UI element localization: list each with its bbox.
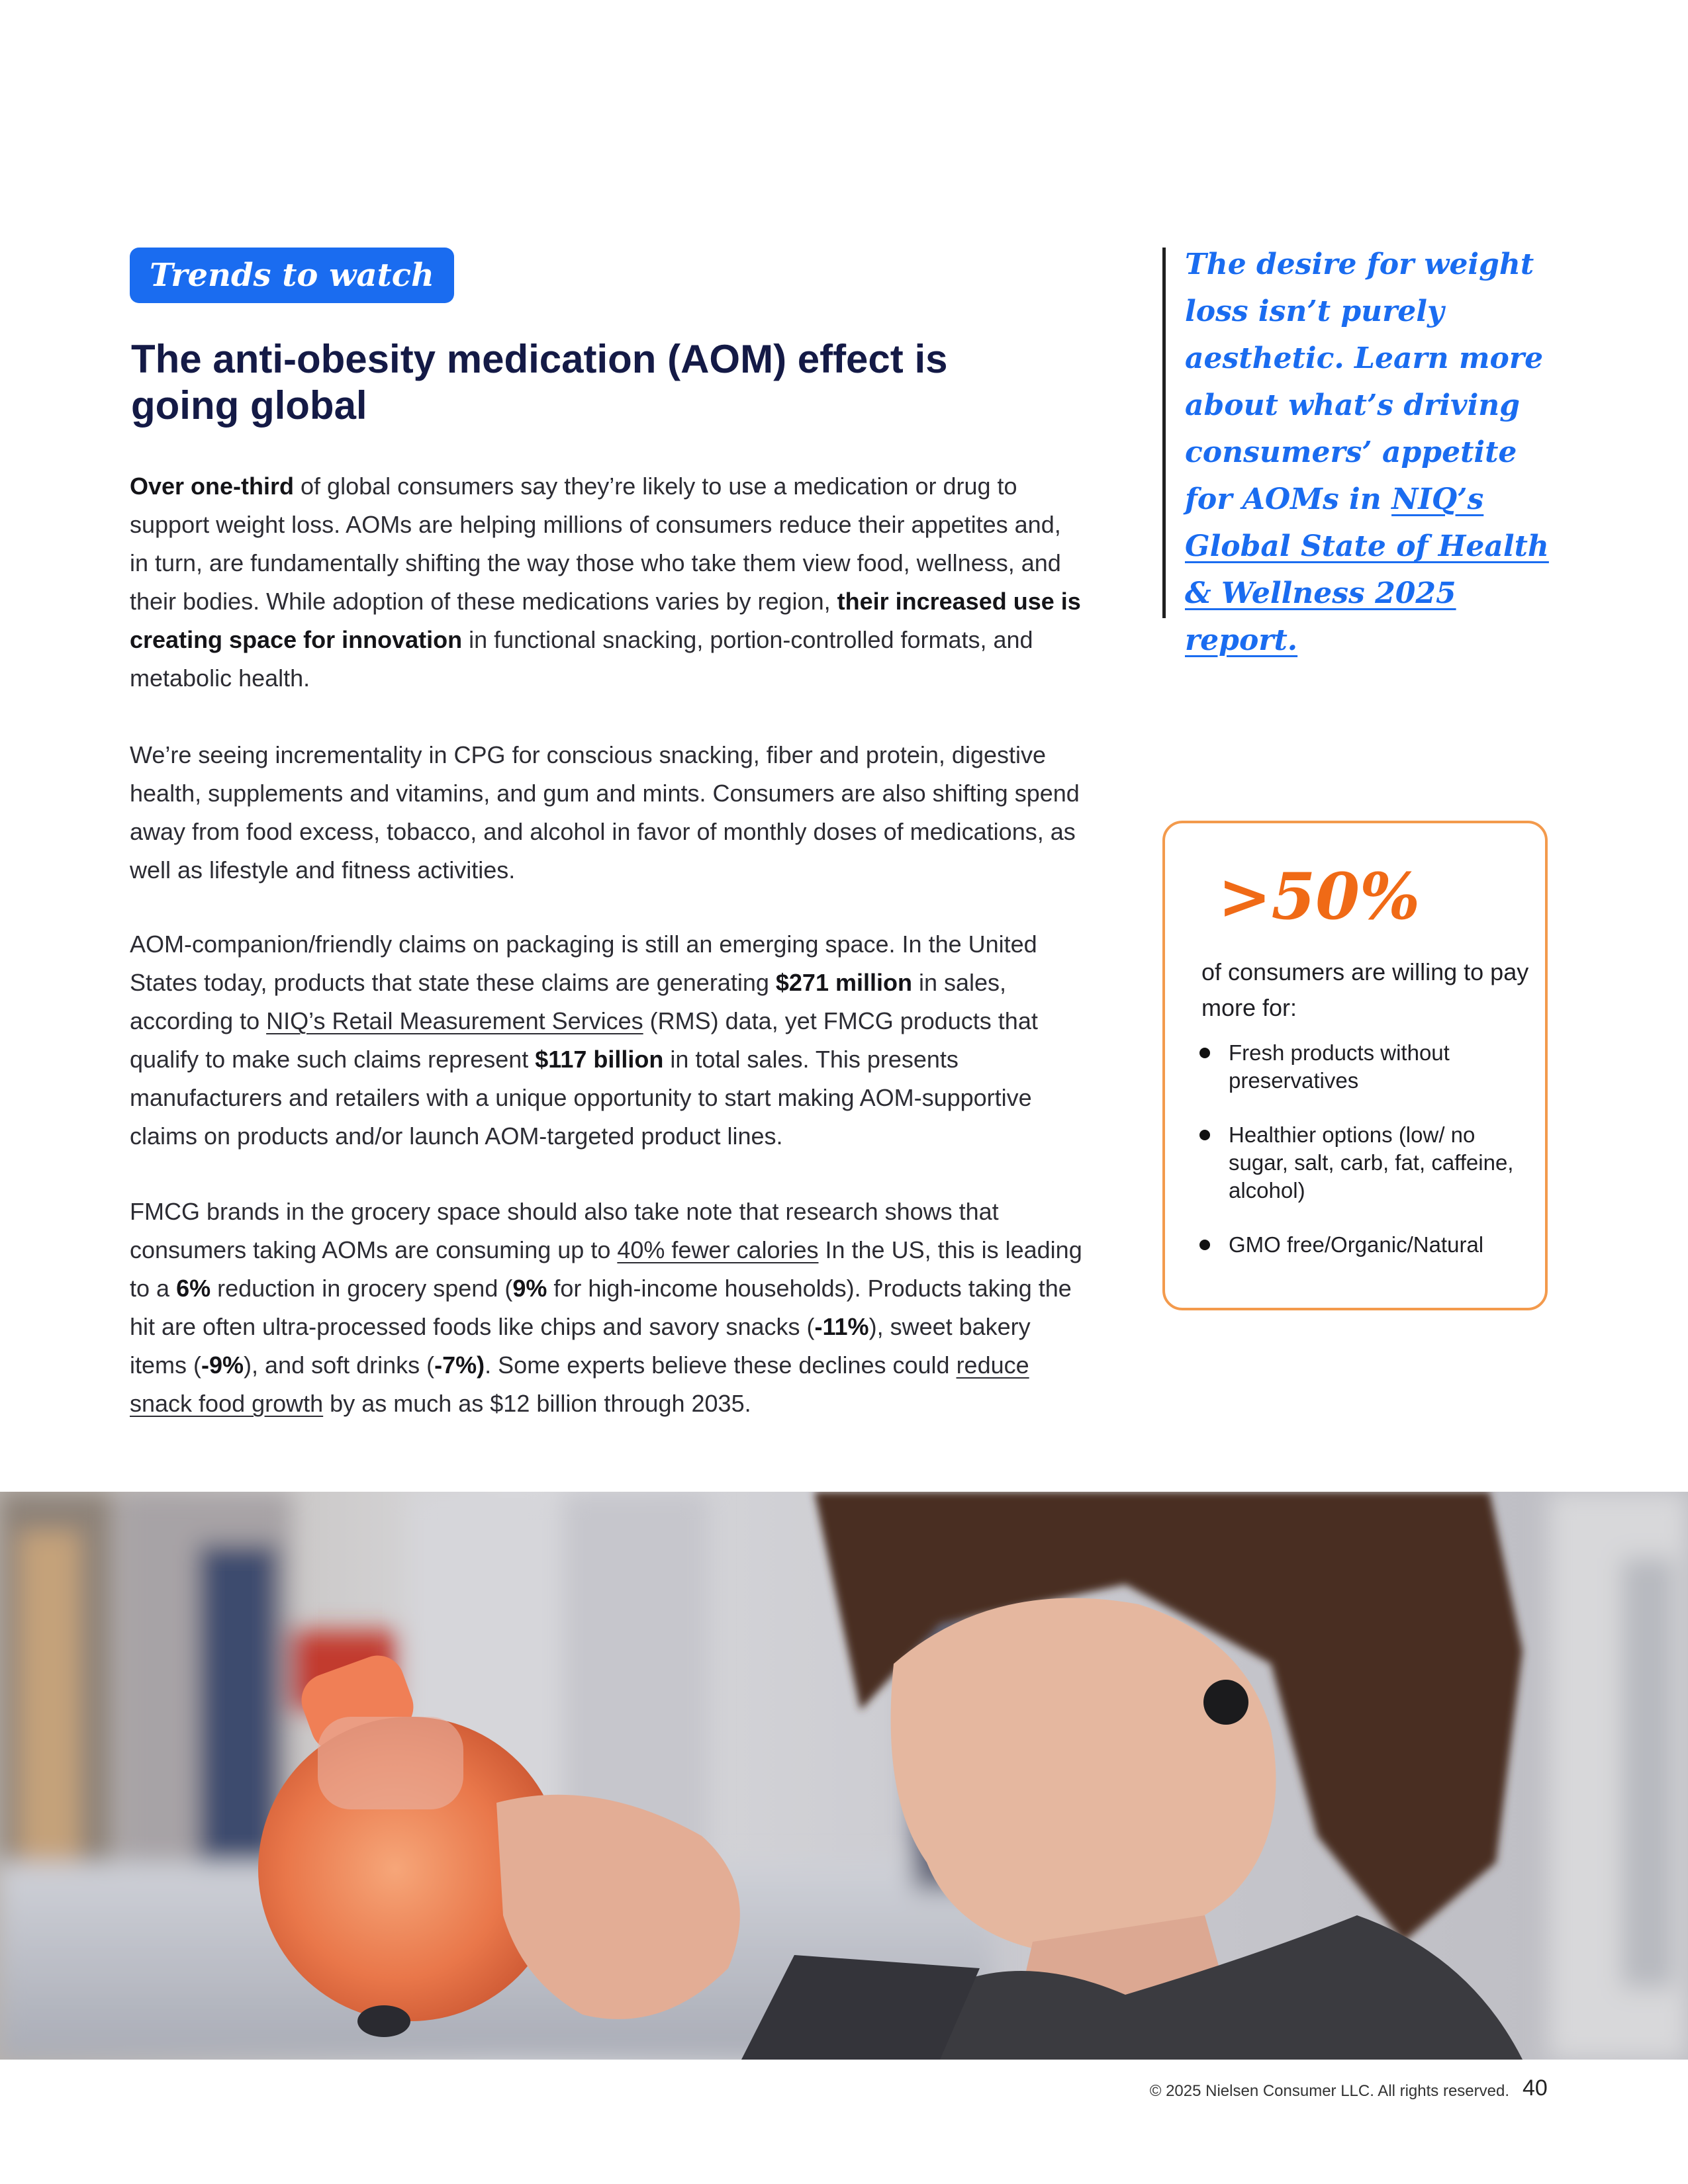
text-run: reduction in grocery spend ( — [211, 1275, 513, 1302]
bold-phrase: $271 million — [775, 969, 912, 996]
text-run: (RMS) data, yet FMCG products that qualify to make such claims represent — [130, 1007, 1038, 1073]
text-run: in total sales. This presents manufacturers and retailers with a unique opportunity to start making AOM-supportive claims on products and/or launch AOM-targeted product lines. — [130, 1046, 1032, 1150]
rms-link[interactable]: NIQ’s Retail Measurement Services — [266, 1007, 643, 1034]
paragraph-3 — [130, 925, 1083, 1156]
bold-phrase: Over one-third — [130, 473, 295, 500]
text-run: . Some experts believe these declines could — [485, 1351, 957, 1379]
bold-phrase: -11% — [814, 1313, 869, 1340]
bold-phrase: -7%) — [434, 1351, 485, 1379]
list-item-text: Healthier options (low/ no sugar, salt, carb, fat, caffeine, alcohol) — [1229, 1122, 1514, 1203]
bold-phrase: their increased use is creating space for innovation — [130, 588, 1081, 653]
bold-phrase: $117 billion — [535, 1046, 664, 1073]
bold-phrase: 9% — [512, 1275, 547, 1302]
text-run: by as much as $12 billion through 2035. — [323, 1390, 751, 1417]
text-run: for high-income households). Products taking the hit are often ultra-processed foods like chips and savory snacks ( — [130, 1275, 1072, 1340]
snack-growth-link[interactable]: reduce snack food growth — [130, 1351, 1029, 1417]
paragraph-4 — [130, 1193, 1083, 1423]
text-run: of global consumers say they’re likely to use a medication or drug to support weight loss. AOMs are helping millions of consumers reduce their appetites and, in turn, are fundamentally shifting the way those who take them view food, wellness, and their bodies. While adoption of these medications varies by region, — [130, 473, 1061, 615]
bullet-icon — [1199, 1048, 1210, 1058]
list-item — [1197, 1121, 1528, 1205]
page-number: 40 — [1523, 2075, 1548, 2101]
list-item-text: Fresh products without preservatives — [1229, 1040, 1450, 1093]
pull-quote — [1185, 241, 1556, 664]
store-aisle-image — [0, 1492, 1688, 2060]
headline-line-1: The anti-obesity medication (AOM) effect is — [131, 337, 948, 381]
hero-photo — [0, 1492, 1688, 2060]
bullet-icon — [1199, 1130, 1210, 1140]
paragraph-1 — [130, 467, 1083, 698]
text-run: in sales, according to — [130, 969, 1007, 1034]
text-run: FMCG brands in the grocery space should also take note that research shows that consumers taking AOMs are consuming up to — [130, 1198, 999, 1263]
bold-phrase: 6% — [176, 1275, 211, 1302]
stat-list — [1197, 1039, 1528, 1285]
headline-line-2: going global — [131, 383, 367, 428]
text-run: ), and soft drinks ( — [244, 1351, 435, 1379]
list-item — [1197, 1231, 1528, 1259]
text-run: In the US, this is leading to a — [130, 1236, 1082, 1302]
text-run: in functional snacking, portion-controlled formats, and metabolic health. — [130, 626, 1033, 692]
copyright-notice: © 2025 Nielsen Consumer LLC. All rights reserved. — [1149, 2082, 1509, 2100]
stat-value: >50% — [1218, 859, 1421, 934]
fewer-calories-link[interactable]: 40% fewer calories — [617, 1236, 819, 1263]
text-run: ), sweet bakery items ( — [130, 1313, 1031, 1379]
quote-text: The desire for weight loss isn’t purely aesthetic. Learn more about what’s driving consumers’ appetite for AOMs in — [1185, 248, 1544, 516]
report-link[interactable]: NIQ’s Global State of Health & Wellness 2025 report. — [1185, 482, 1549, 657]
article-headline — [131, 336, 992, 429]
quote-divider — [1162, 248, 1166, 618]
paragraph-2: We’re seeing incrementality in CPG for conscious snacking, fiber and protein, digestive health, supplements and vitamins, and gum and mints. Consumers are also shifting spend away from food excess, tobacco, and alcohol in favor of monthly doses of medications, as well as lifestyle and fitness activities. — [130, 741, 1080, 884]
list-item-text: GMO free/Organic/Natural — [1229, 1232, 1484, 1257]
bullet-icon — [1199, 1240, 1210, 1250]
bold-phrase: -9% — [201, 1351, 244, 1379]
stat-description: of consumers are willing to pay more for: — [1201, 958, 1529, 1021]
text-run: AOM-companion/friendly claims on packaging is still an emerging space. In the United States today, products that state these claims are generating — [130, 931, 1037, 996]
list-item — [1197, 1039, 1528, 1095]
trends-badge: Trends to watch — [130, 248, 454, 303]
